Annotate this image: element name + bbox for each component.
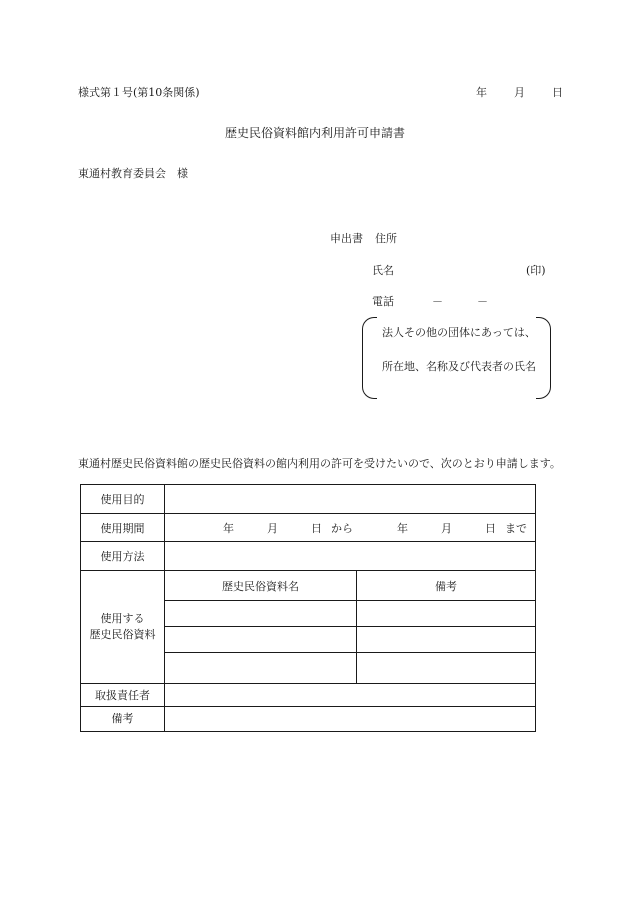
address-label: 住所 [375,232,397,245]
bracket-right [536,317,551,399]
period-to-year: 年 [397,522,408,535]
purpose-label: 使用目的 [81,485,165,514]
method-label: 使用方法 [81,542,165,571]
materials-label [81,571,165,684]
remarks-field[interactable] [165,707,536,732]
materials-remarks-cell[interactable] [357,601,536,627]
date-year-label: 年 [476,86,487,99]
applicant-label: 申出書 [330,232,363,245]
form-number: 様式第１号(第10条関係) [78,86,200,99]
phone-row [372,293,488,309]
phone-dash-2: － [477,295,488,308]
document-title: 歴史民俗資料館内利用許可申請書 [224,126,405,140]
table-row [81,514,536,542]
period-label: 使用期間 [81,514,165,542]
materials-remarks-header: 備考 [357,571,536,601]
remarks-label: 備考 [81,707,165,732]
table-row [81,571,536,601]
materials-remarks-cell[interactable] [357,653,536,684]
period-from-month: 月 [267,522,278,535]
table-row [81,542,536,571]
handler-field[interactable] [165,684,536,707]
period-to-month: 月 [441,522,452,535]
name-label: 氏名 [372,264,394,277]
period-field[interactable] [165,514,536,542]
phone-label: 電話 [372,295,394,308]
materials-name-header: 歴史民俗資料名 [165,571,357,601]
period-to-word: まで [505,522,527,535]
materials-name-cell[interactable] [165,653,357,684]
materials-label-line-1: 使用する [100,612,145,625]
seal-mark: (印) [526,264,546,277]
materials-remarks-cell[interactable] [357,627,536,653]
intro-text: 東通村歴史民俗資料館の歴史民俗資料の館内利用の許可を受けたいので、次のとおり申請します。 [78,457,561,470]
corp-note-line-2: 所在地、名称及び代表者の氏名 [382,360,536,373]
phone-dash-1: － [432,295,443,308]
corp-note-line-1: 法人その他の団体にあっては、 [382,326,536,339]
method-field[interactable] [165,542,536,571]
applicant-header [330,230,397,246]
table-row [81,684,536,707]
materials-name-cell[interactable] [165,601,357,627]
materials-label-line-2: 歴史民俗資料 [89,628,156,641]
table-row [81,485,536,514]
bracket-left [362,317,377,399]
period-from-word: から [331,522,353,535]
table-row [81,707,536,732]
application-table [80,484,536,732]
period-from-year: 年 [223,522,234,535]
date-month-label: 月 [514,86,525,99]
materials-name-cell[interactable] [165,627,357,653]
purpose-field[interactable] [165,485,536,514]
period-from-day: 日 [311,522,322,535]
submission-date [476,84,563,100]
addressee: 東通村教育委員会 様 [78,167,188,180]
period-to-day: 日 [485,522,496,535]
handler-label: 取扱責任者 [81,684,165,707]
date-day-label: 日 [552,86,563,99]
